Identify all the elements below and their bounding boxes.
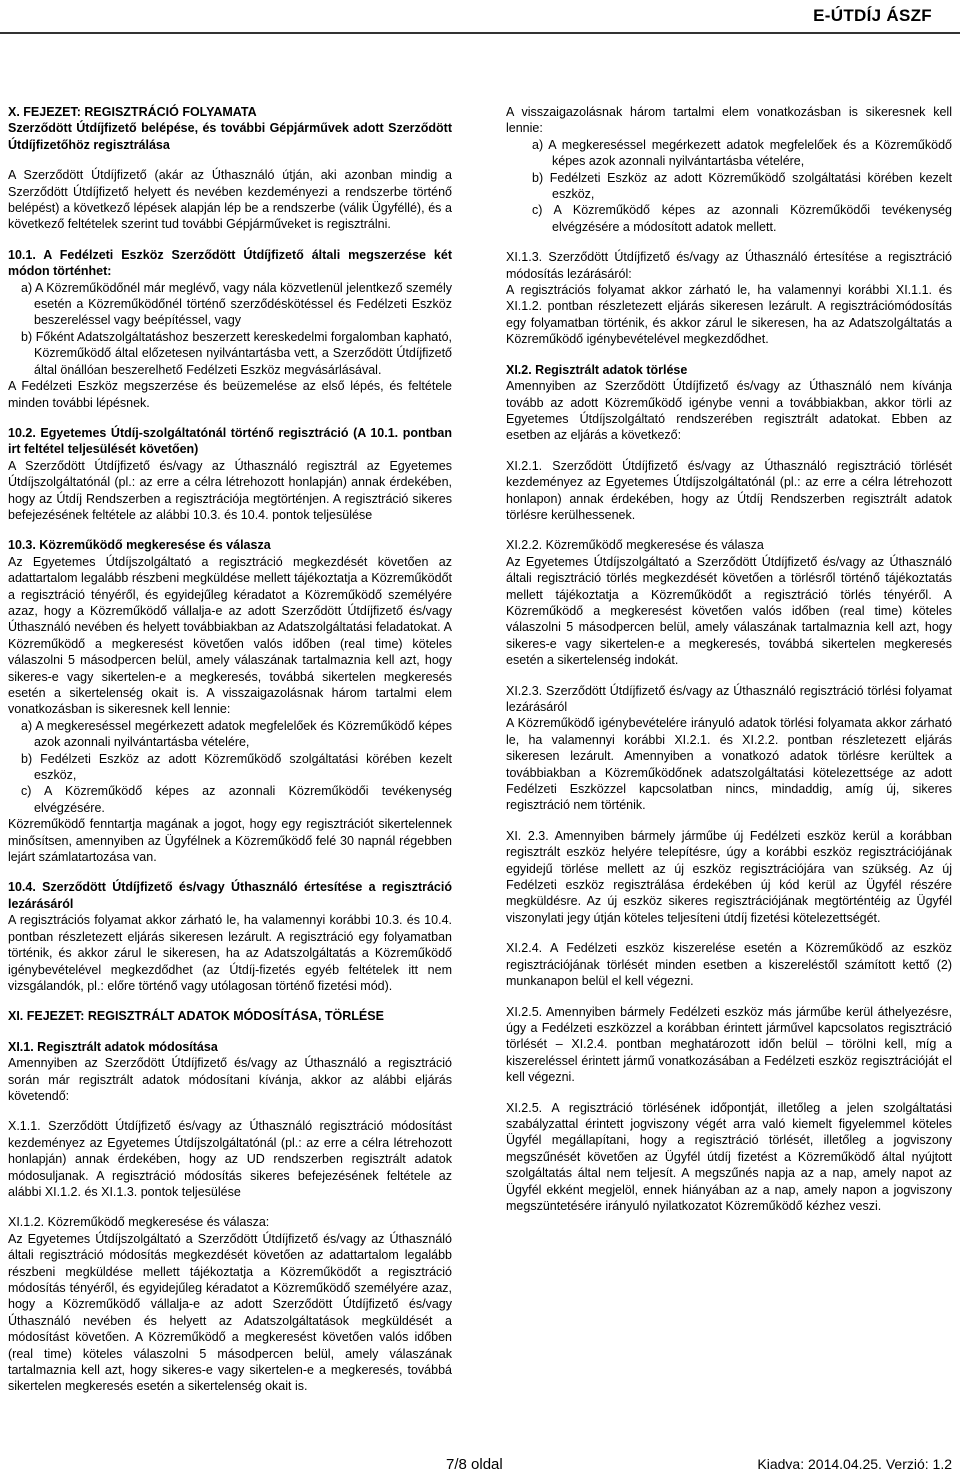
chapter-10-title: X. FEJEZET: REGISZTRÁCIÓ FOLYAMATA — [8, 105, 257, 119]
page-header — [0, 0, 960, 30]
section-xi-2-1-text: XI.2.1. Szerződött Útdíjfizető és/vagy az Úthasználó regisztráció törlését kezdeményez az Egyetemes Útdíjszolgáltatónál (pl.: az erre a célra létrehozott honlapon) annak érdekében, hogy az Útdíj Rendszerben regisztrált adatok törlésre kerülhessenek. — [506, 458, 952, 522]
section-10-3-heading: 10.3. Közreműködő megkeresése és válasza — [8, 538, 271, 553]
section-10-3-text: Az Egyetemes Útdíjszolgáltató a regisztráció megkezdését követően az adattartalom legalább részbeni megküldése mellett tájékoztatja a Közreműködőt a regisztráció tényéről, és egyidejűleg kéradatot a Közreműködő személyére azaz, hogy a Közreműködő vállalja-e az adott Szerződött Útdíjfizető és/vagy Úthasználó nevében és helyett továbbiakban az Adatszolgáltatási feladatokat. A Közreműködő a megkeresést követően valós időben (real time) köteles válaszolni 5 másodpercen belül, amely válaszának tartalmaznia kell azt, hogy sikeres-e vagy sikertelen-e a megkeresés, továbbá sikertelen megkeresés esetén a sikertelenség okait is. A visszaigazolásnak három tartalmi elem vonatkozásban is sikeresnek kell lennie: — [8, 554, 452, 717]
confirmation-intro: A visszaigazolásnak három tartalmi elem vonatkozásban is sikeresnek kell lennie: — [506, 105, 952, 136]
section-xi-2-3-text: A Közreműködő igénybevételére irányuló adatok törlési folyamata akkor zárható le, ha valamennyi korábbi XI.2.1. és XI.2.2. pontban részletezett eljárás sikeresen lezárult. Amennyiben a vonatkozó adatok törlésre kerültek a továbbiakban a Közreműködőnek adatszolgáltatási kötelezettsége az adott Fedélzeti Eszközzel kapcsolatban nincs, mindaddig, amíg új, sikeres regisztráció nem történik. — [506, 716, 952, 813]
chapter-10-subtitle: Szerződött Útdíjfizető belépése, és további Gépjárművek adott Szerződött Útdíjfizetőhöz regisztrálása — [8, 121, 452, 152]
document-title: E-ÚTDÍJ ÁSZF — [813, 6, 932, 25]
right-column — [506, 104, 952, 1214]
section-xi-2-5a-text: XI.2.5. Amennyiben bármely Fedélzeti eszköz más járműbe kerül áthelyezésre, úgy a Fedélzeti eszközzel a korábban érintett járművel kapcsolatos regisztráció törlését – XI.2.4. pontban meghatározott időn belül – törölni kell, míg a kiszereléssel érintett jármű vonatkozásában a Fedélzeti eszköz regisztrációját el kell végezni. — [506, 1004, 952, 1085]
confirmation-item-c: c) A Közreműködő képes az azonnali Közreműködői tevékenység elvégzésére a módosított adatok mellett. — [532, 203, 952, 234]
section-10-4-text: A regisztrációs folyamat akkor zárható le, ha valamennyi korábbi 10.3. és 10.4. pontban részletezett eljárás sikeresen lezárult. A regisztráció egy folyamatban történik, és akkor zárul le sikeresen, ha az Adatszolgáltatás a Közreműködő igénybevételével megkezdődhet (az Útdíj-fizetés egyéb feltételek itt nem vizsgálandók, pl.: előre történő vagy utólagosan történő fizetési mód). — [8, 913, 452, 993]
section-xi-1-2-text: Az Egyetemes Útdíjszolgáltató a Szerződött Útdíjfizető és/vagy az Úthasználó általi regisztráció módosítás megkezdését követően az adattartalom legalább részbeni megküldése mellett tájékoztatja a Közreműködőt a regisztráció módosítás tényéről, és egyidejűleg kéradatot a Közreműködő személyére azaz, hogy a Közreműködő vállalja-e az adott Szerződött Útdíjfizető és/vagy Úthasználó nevében és helyett az Adatszolgáltatások megküldését a módosítást követően. A Közreműködő a megkeresést követően valós időben (real time) köteles válaszolni 5 másodpercen belül, amely válaszának tartalmaznia kell azt, hogy sikeres-e vagy sikertelen-e a megkeresés, továbbá sikertelen megkeresés esetén a sikertelenség okait is. — [8, 1231, 452, 1394]
section-xi-1-text: Amennyiben az Szerződött Útdíjfizető és/vagy az Úthasználó a regisztráció során már regisztrált adatok módosítani kívánja, akkor az alábbi eljárás követendő: — [8, 1056, 452, 1103]
section-xi-2-3-heading: XI.2.3. Szerződött Útdíjfizető és/vagy az Úthasználó regisztráció törlési folyamat lezárásáról — [506, 683, 952, 714]
section-10-3-item-b: b) Fedélzeti Eszköz az adott Közreműködő szolgáltatási körében kezelt eszköz, — [21, 751, 452, 783]
chapter-11-title: XI. FEJEZET: REGISZTRÁLT ADATOK MÓDOSÍTÁSA, TÖRLÉSE — [8, 1009, 384, 1024]
section-10-3-item-c: c) A Közreműködő képes az azonnali Közreműködői tevékenység elvégzésére. — [21, 784, 452, 815]
section-xi-2-2-text: Az Egyetemes Útdíjszolgáltató a Szerződött Útdíjfizető és/vagy az Úthasználó általi regisztráció törlés megkezdését követően a törlésről történő tájékoztatás mellett tájékoztatja a Közreműködőt a regisztráció törlés tényéről. A Közreműködő a megkeresést követően valós időben (real time) köteles válaszolni 5 másodpercen belül, amely válaszának tartalmaznia kell azt, hogy sikeres-e vagy sikertelen-e a megkeresés, továbbá sikertelen megkeresés esetén a sikertelenség indokát. — [506, 554, 952, 668]
section-10-3-after: Közreműködő fenntartja magának a jogot, hogy egy regisztrációt sikertelennek minősítsen, amennyiben az Ügyfélnek a Közreműködő felé 30 napnál régebben lejárt számlatartozása van. — [8, 817, 452, 865]
confirmation-item-b: b) Fedélzeti Eszköz az adott Közreműködő szolgáltatási körében kezelt eszköz, — [532, 170, 952, 202]
section-xi-2-3b-text: XI. 2.3. Amennyiben bármely járműbe új Fedélzeti eszköz kerül a korábban regisztrált eszköz helyére telepítésre, úgy a korábbi eszköz regisztrációjának egyidejű törlése mellett az új eszköz regisztrációjára van szükség. Az új Fedélzeti eszköz regisztrálása érdekében új kód kerül az Ügyfél részére megküldésre. Az új eszköz sikeres regisztrációjának megtörténtéig az Ügyfél viszonylati jegy útján köteles teljesíteni útdíj fizetési kötelezettségét. — [506, 828, 952, 925]
section-xi-2-5b-text: XI.2.5. A regisztráció törlésének időpontját, illetőleg a jelen szolgáltatási szabályzattal érintett jogviszony végét arra való kiemelt figyelemmel köteles Ügyfél megállapítani, hogy a regisztráció törlését, illetőleg a jogviszony megszűnését követően az Ügyfél útdíj fizetést a Közreműködő által nyújtott szolgáltatás által nem teljesít. A megszűnés napja az a nap, amely napot az Ügyfél ekként megjelöl, ennek hiányában az a nap, amely napon a jogviszony megszüntetésére irányuló nyilatkozatot Közreműködő kézhez veszi. — [506, 1100, 952, 1213]
section-xi-1-3-heading: XI.1.3. Szerződött Útdíjfizető és/vagy az Úthasználó értesítése a regisztráció módosítás lezárásáról: — [506, 250, 952, 281]
section-xi-1-2-heading: XI.1.2. Közreműködő megkeresése és válasza: — [8, 1215, 270, 1230]
confirmation-item-a: a) A megkereséssel megérkezett adatok megfelelőek és a Közreműködő képes azok azonnali nyilvántartásba vételére, — [532, 137, 952, 169]
section-xi-2-2-heading: XI.2.2. Közreműködő megkeresése és válasza — [506, 538, 764, 553]
section-10-1-item-b: b) Főként Adatszolgáltatáshoz beszerzett kereskedelmi forgalomban kapható, Közreműködő által előzetesen nyilvántartásba vett, a Szerződött Útdíjfizető által önállóan beszerelhető Fedélzeti Eszköz megvásárlásával. — [21, 329, 452, 377]
section-10-1-heading: 10.1. A Fedélzeti Eszköz Szerződött Útdíjfizető általi megszerzése két módon történhet: — [8, 247, 452, 279]
section-xi-1-3-text: A regisztrációs folyamat akkor zárható le, ha valamennyi korábbi XI.1.1. és XI.1.2. pontban részletezett eljárás sikeresen lezárult. A regisztrációmódosítás egy folyamatban történik, és akkor zárul le sikeresen, ha az Adatszolgáltatás a Közreműködő igénybevételével megkezdődhet. — [506, 283, 952, 347]
section-10-2-heading: 10.2. Egyetemes Útdíj-szolgáltatónál történő regisztráció (A 10.1. pontban irt feltétel teljesülését követően) — [8, 425, 452, 457]
section-10-1-item-a: a) A Közreműködőnél már meglévő, vagy nála közvetlenül jelentkező személy esetén a Közreműködőnél történő szerződéskötéssel és Fedélzeti Eszköz beszereléssel vagy beépítéssel, vagy — [21, 280, 452, 328]
section-xi-1-1-text: X.1.1. Szerződött Útdíjfizető és/vagy az Úthasználó regisztráció módosítást kezdeményez az Egyetemes Útdíjszolgáltatónál (pl.: az erre a célra létrehozott honlapján) annak érdekében, hogy az UD rendszerben regisztrált adatok módosuljanak. A regisztráció módosítás sikeres befejezésének feltétele az alábbi XI.1.2. és XI.1.3. pontok teljesülése — [8, 1119, 452, 1199]
section-10-1-after: A Fedélzeti Eszköz megszerzése és beüzemelése az első lépés, és feltétele minden további lépésnek. — [8, 379, 452, 410]
section-10-4-heading: 10.4. Szerződött Útdíjfizető és/vagy Úthasználó értesítése a regisztráció lezárásáról — [8, 880, 452, 911]
paragraph-intro: A Szerződött Útdíjfizető (akár az Úthasználó útján, aki azonban mindig a Szerződött Útdíjfizető helyett és nevében kezdeményezi a rendszerbe történő belépést) a következő lépések alapján lép be a rendszerbe (válik Ügyféllé), és a következő feltételek szerint tud további Gépjárműveket is regisztrálni. — [8, 168, 452, 232]
section-10-3-item-a: a) A megkereséssel megérkezett adatok megfelelőek és Közreműködő képes azok azonnali nyilvántartásba vételére, — [21, 718, 452, 750]
header-divider — [0, 32, 960, 34]
section-xi-2-text: Amennyiben az Szerződött Útdíjfizető és/vagy az Úthasználó nem kívánja tovább az adott Közreműködő igénybe venni a továbbiakban, akkor törli az Egyetemes Útdíjszolgáltató rendszerében regisztrált adatokat. Ebben az esetben az eljárás a következő: — [506, 379, 952, 443]
section-xi-2-4-text: XI.2.4. A Fedélzeti eszköz kiszerelése esetén a Közreműködő az eszköz regisztrációjának törlését minden esetben a kiszereléstől számított kettő (2) munkanapon belül el kell végezni. — [506, 941, 952, 989]
page-number: 7/8 oldal — [446, 1456, 503, 1473]
section-10-2-text: A Szerződött Útdíjfizető és/vagy az Úthasználó regisztrál az Egyetemes Útdíjszolgáltatónál (pl.: az erre a célra létrehozott honlapján) annak érdekében, hogy az Útdíj Rendszerben a regisztrációja megtörténjen. A regisztráció sikeres befejezésének feltétele az alábbi 10.3. és 10.4. pontok teljesülése — [8, 458, 452, 522]
section-xi-1-heading: XI.1. Regisztrált adatok módosítása — [8, 1039, 218, 1054]
version-info: Kiadva: 2014.04.25. Verzió: 1.2 — [757, 1456, 952, 1472]
left-column — [8, 104, 452, 1395]
section-xi-2-heading: XI.2. Regisztrált adatok törlése — [506, 362, 688, 377]
